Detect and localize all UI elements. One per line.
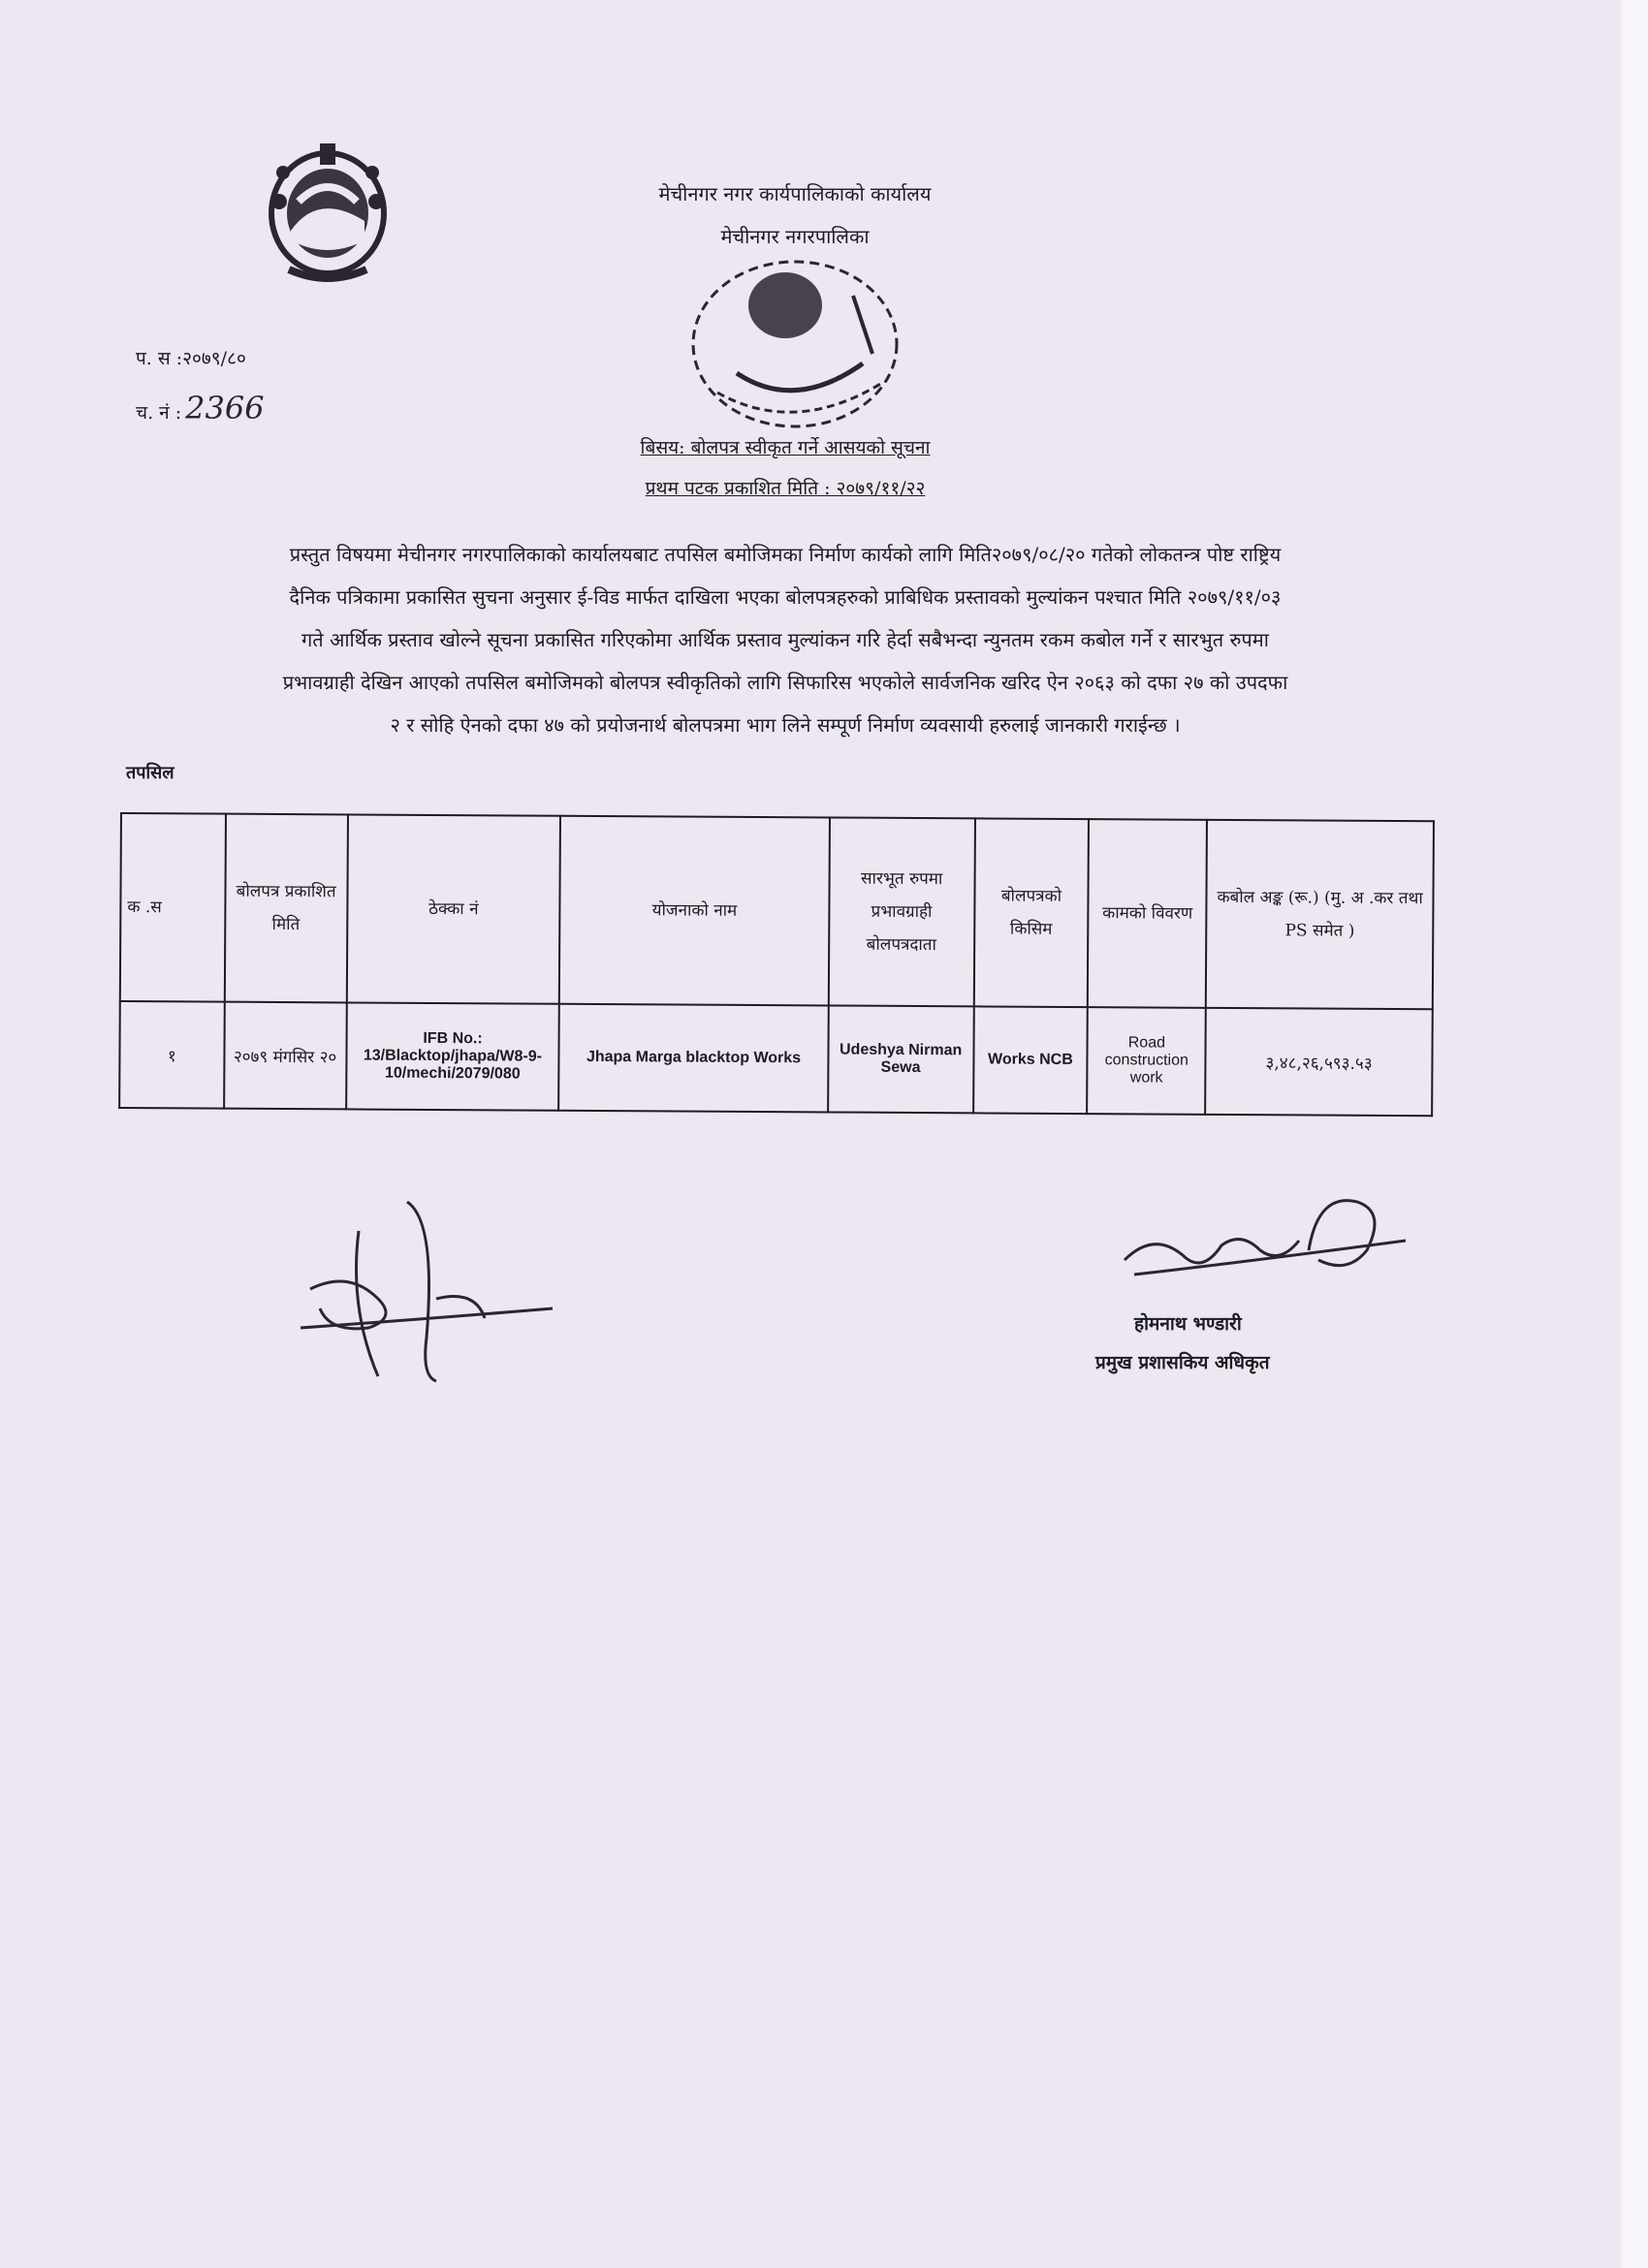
cell-amount: ३,४८,२६,५९३.५३ — [1205, 1008, 1432, 1116]
header-work-desc: कामको विवरण — [1088, 819, 1207, 1008]
body-line: २ र सोहि ऐनको दफा ४७ को प्रयोजनार्थ बोलपत्रमा भाग लिने सम्पूर्ण निर्माण व्यवसायी हरुलाई जानकारी गराईन्छ । — [390, 713, 1181, 737]
cell-sn: १ — [119, 1001, 224, 1109]
header-bidder: सारभूत रुपमा प्रभावग्राही बोलपत्रदाता — [829, 817, 975, 1006]
signature-left-icon — [291, 1192, 562, 1386]
office-name: मेचीनगर नगर कार्यपालिकाको कार्यालय — [658, 182, 932, 205]
table-row — [119, 1001, 1433, 1116]
scan-edge — [1621, 0, 1648, 2268]
notice-body — [126, 533, 1444, 746]
cell-published-date: २०७९ मंगसिर २० — [224, 1002, 346, 1110]
details-label: तपसिल — [126, 763, 174, 783]
table-header-row — [120, 813, 1434, 1009]
subject-title: बिसय: बोलपत्र स्वीकृत गर्ने आसयको सूचना — [640, 437, 931, 458]
cell-bid-type: Works NCB — [973, 1006, 1089, 1114]
fiscal-year: प. स :२०७९/८० — [136, 348, 246, 369]
header-amount: कबोल अङ्क (रू.) (मु. अ .कर तथा PS समेत ) — [1206, 820, 1434, 1009]
header-sn: क .स — [120, 813, 226, 1002]
municipality-name: मेचीनगर नगरपालिका — [720, 225, 870, 248]
cell-work-desc: Road construction work — [1088, 1007, 1207, 1115]
signatory-name: होमनाथ भण्डारी — [1134, 1313, 1242, 1335]
cell-project-name: Jhapa Marga blacktop Works — [559, 1004, 829, 1113]
body-line: गते आर्थिक प्रस्ताव खोल्ने सूचना प्रकासित गरिएकोमा आर्थिक प्रस्ताव मुल्यांकन गरि हेर्दा सबैभन्दा न्युनतम रकम कबोल गर्ने र सारभुत रुपमा — [301, 628, 1269, 651]
dispatch-label: च. नं : — [136, 402, 182, 424]
office-stamp-icon — [679, 247, 911, 441]
government-emblem-icon — [260, 134, 396, 289]
signature-right-icon — [1115, 1182, 1406, 1299]
published-date: प्रथम पटक प्रकाशित मिति : २०७९/११/२२ — [645, 478, 926, 499]
body-line: प्रस्तुत विषयमा मेचीनगर नगरपालिकाको कार्यालयबाट तपसिल बमोजिमका निर्माण कार्यको लागि मिति२०७९/०८/२० गतेको लोकतन्त्र पोष्ट राष्ट्रिय — [289, 543, 1282, 566]
signatory-title: प्रमुख प्रशासकिय अधिकृत — [1095, 1352, 1270, 1373]
cell-contract-no: IFB No.: 13/Blacktop/jhapa/W8-9-10/mechi/2079/080 — [346, 1002, 560, 1110]
dispatch-handwritten: 2366 — [185, 390, 265, 426]
header-published-date: बोलपत्र प्रकाशित मिति — [225, 814, 348, 1003]
body-line: दैनिक पत्रिकामा प्रकासित सुचना अनुसार ई-विड मार्फत दाखिला भएका बोलपत्रहरुको प्राबिधिक प्रस्तावको मुल्यांकन पश्चात मिति २०७९/११/०३ — [289, 585, 1282, 609]
header-bid-type: बोलपत्रको किसिम — [973, 818, 1089, 1007]
header-contract-no: ठेक्का नं — [346, 814, 560, 1003]
body-line: प्रभावग्राही देखिन आएको तपसिल बमोजिमको बोलपत्र स्वीकृतिको लागि सिफारिस भएकोले सार्वजनिक खरिद ऐन २०६३ को दफा २७ को उपदफा — [282, 671, 1288, 694]
bid-table — [118, 812, 1435, 1117]
dispatch-number — [136, 390, 265, 426]
header-project-name: योजनाको नाम — [559, 816, 830, 1006]
cell-bidder: Udeshya Nirman Sewa — [828, 1005, 973, 1113]
